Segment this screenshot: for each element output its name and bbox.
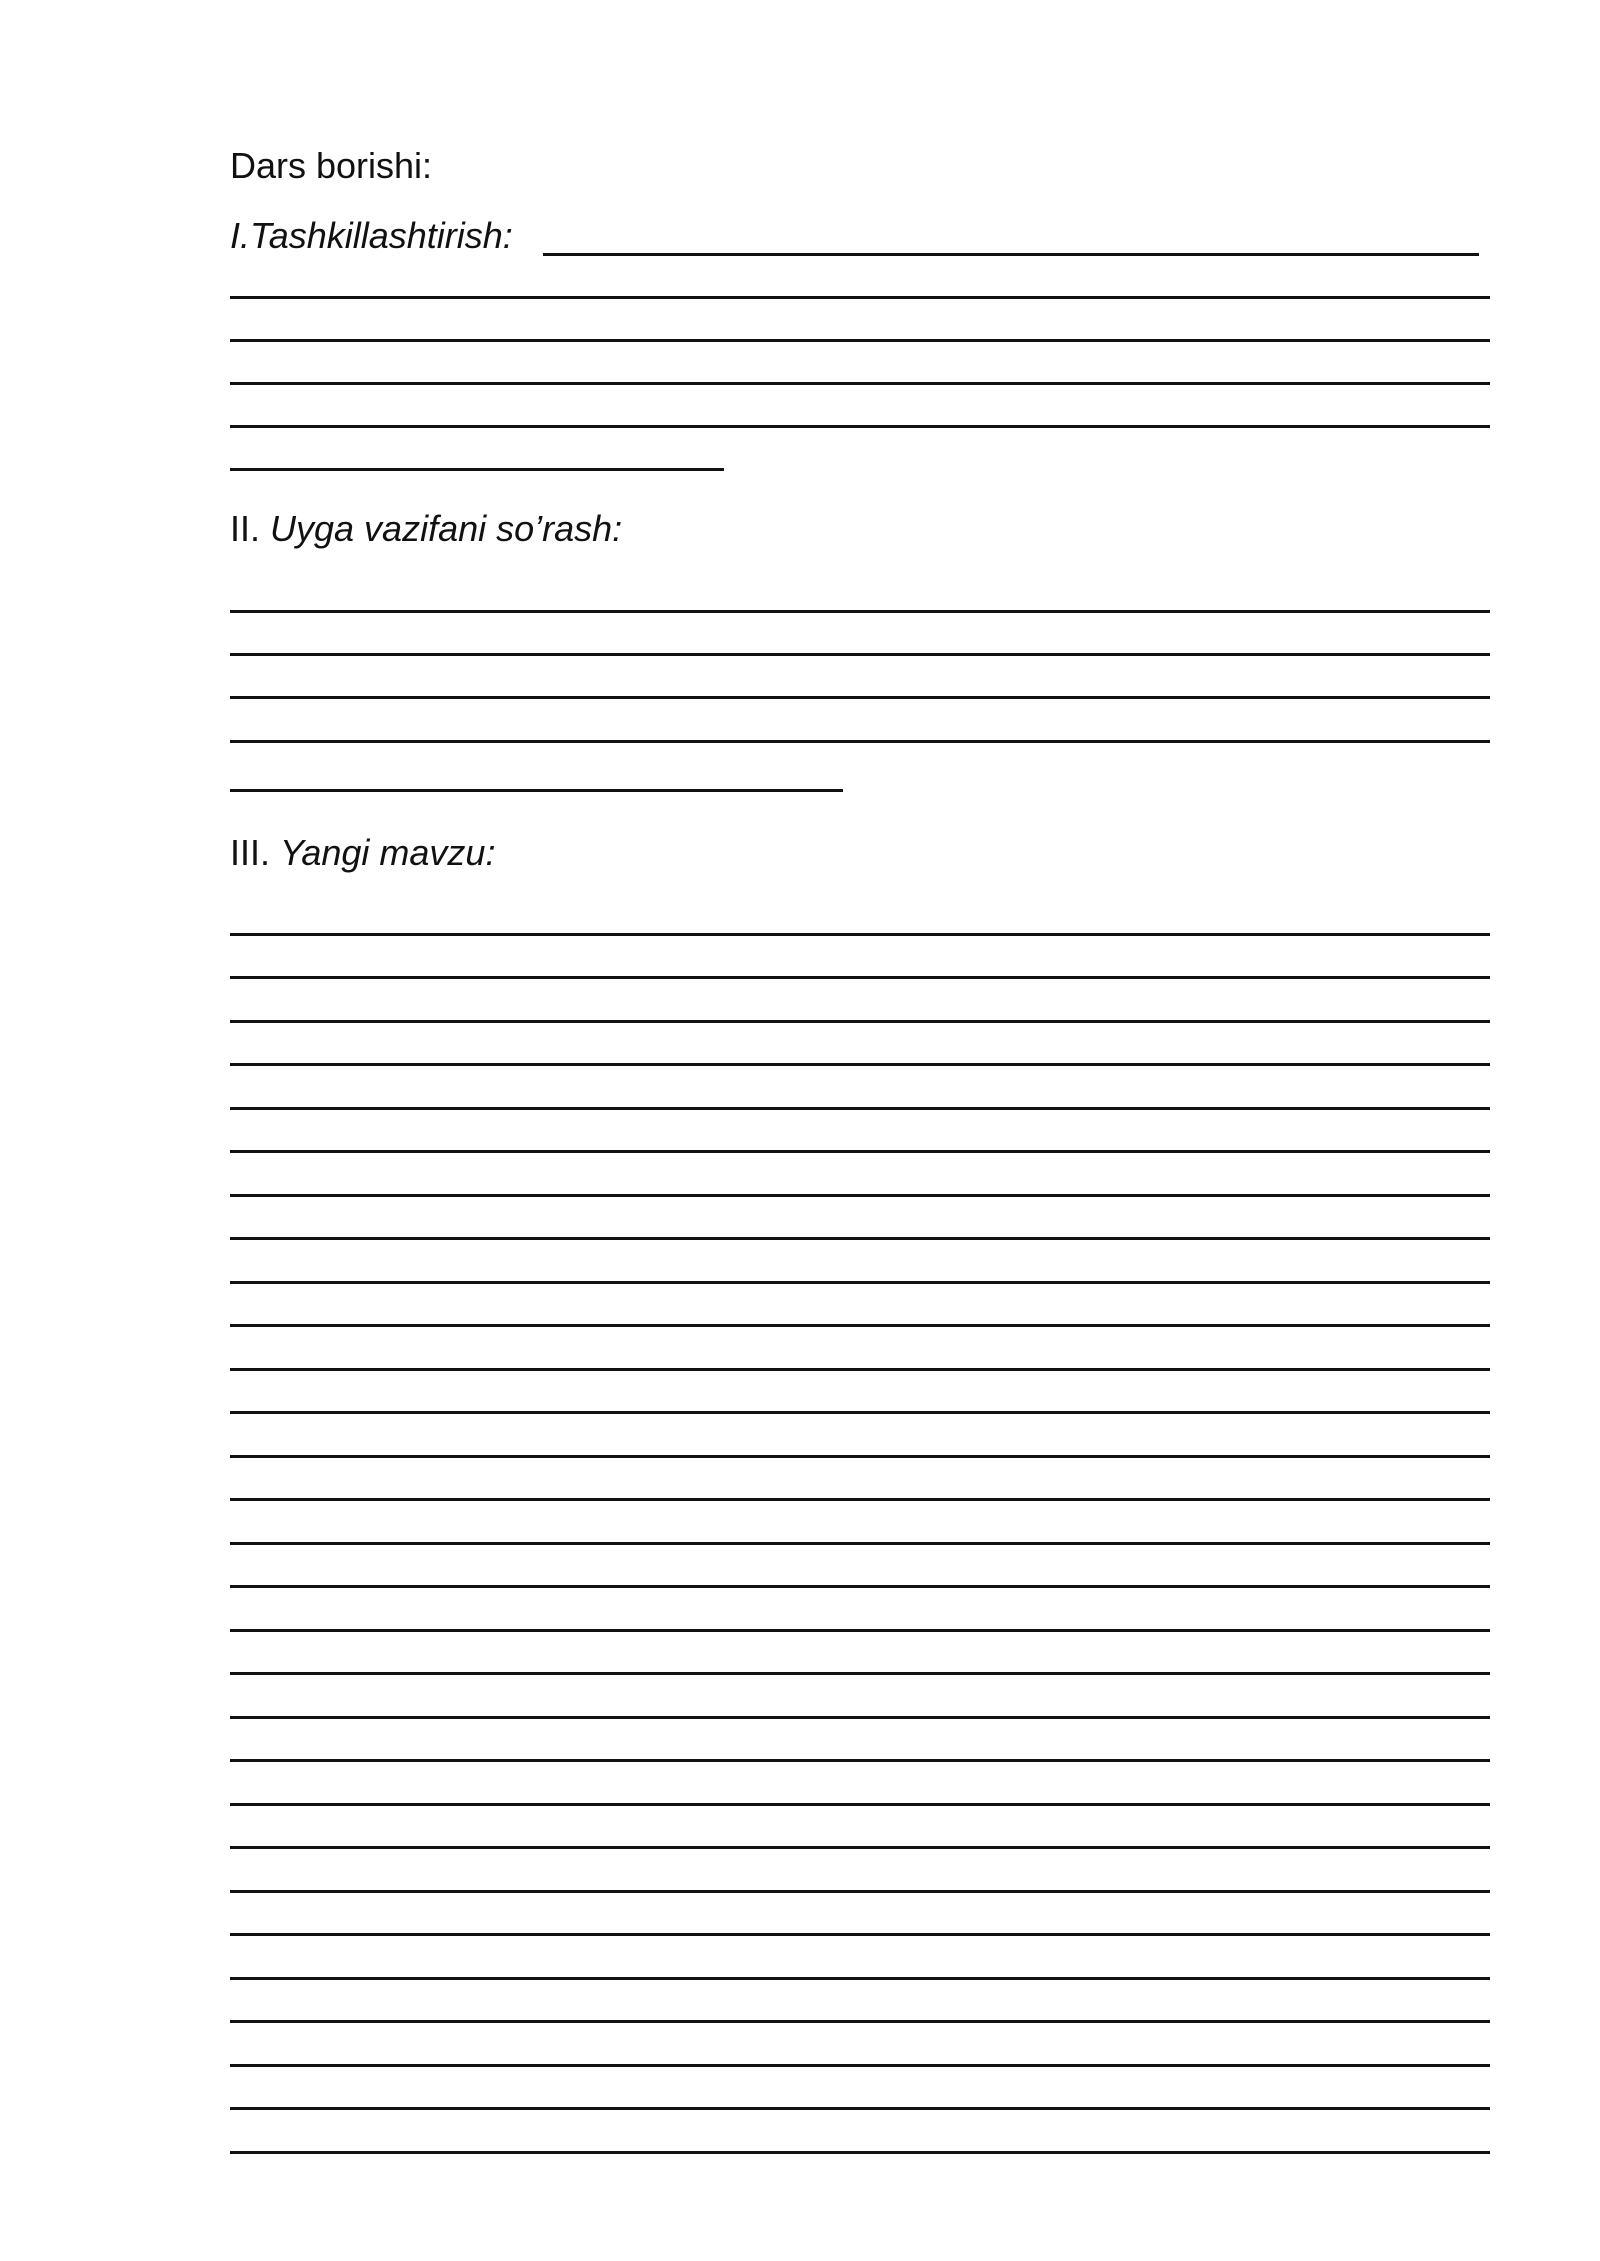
section-3-line xyxy=(230,1020,1490,1023)
section-3-line xyxy=(230,1759,1490,1762)
page-heading: Dars borishi: xyxy=(230,145,433,186)
section-2-line xyxy=(230,740,1490,743)
section-3-line xyxy=(230,1455,1490,1458)
section-1-line xyxy=(230,425,1490,428)
section-2-line xyxy=(230,653,1490,656)
section-3-title: Yangi mavzu: xyxy=(280,832,496,873)
section-3-line xyxy=(230,1150,1490,1153)
section-3-line xyxy=(230,1890,1490,1893)
section-1-number: I. xyxy=(230,215,251,256)
section-2-line xyxy=(230,696,1490,699)
section-3-line xyxy=(230,933,1490,936)
section-1-line xyxy=(230,382,1490,385)
section-3-line xyxy=(230,1411,1490,1414)
section-3-line xyxy=(230,1846,1490,1849)
section-1-line xyxy=(230,339,1490,342)
section-3-line xyxy=(230,1237,1490,1240)
section-3-line xyxy=(230,2107,1490,2110)
section-3-line xyxy=(230,2064,1490,2067)
section-1-title: Tashkillashtirish: xyxy=(250,215,513,256)
section-3-line xyxy=(230,1194,1490,1197)
section-3-line xyxy=(230,1324,1490,1327)
section-3-line xyxy=(230,1585,1490,1588)
section-3-line xyxy=(230,1107,1490,1110)
section-2-heading xyxy=(230,507,622,551)
section-3-line xyxy=(230,1672,1490,1675)
section-3-line xyxy=(230,2020,1490,2023)
section-3-line xyxy=(230,1803,1490,1806)
section-3-line xyxy=(230,1542,1490,1545)
section-3-line xyxy=(230,976,1490,979)
section-1-heading xyxy=(230,214,513,258)
section-1-line xyxy=(230,296,1490,299)
section-3-line xyxy=(230,1933,1490,1936)
section-3-line xyxy=(230,1629,1490,1632)
section-3-line xyxy=(230,1498,1490,1501)
section-3-number: III. xyxy=(230,832,281,873)
section-3-line xyxy=(230,1977,1490,1980)
section-3-line xyxy=(230,1281,1490,1284)
section-1-inline-line xyxy=(543,253,1479,256)
section-3-line xyxy=(230,1716,1490,1719)
section-2-title: Uyga vazifani so’rash: xyxy=(270,508,623,549)
section-2-line xyxy=(230,610,1490,613)
section-3-line xyxy=(230,1368,1490,1371)
section-3-line xyxy=(230,2151,1490,2154)
section-1-line-short xyxy=(230,468,724,471)
section-2-number: II. xyxy=(230,508,271,549)
section-2-line-short xyxy=(230,789,843,792)
section-3-heading xyxy=(230,831,495,875)
section-3-line xyxy=(230,1063,1490,1066)
